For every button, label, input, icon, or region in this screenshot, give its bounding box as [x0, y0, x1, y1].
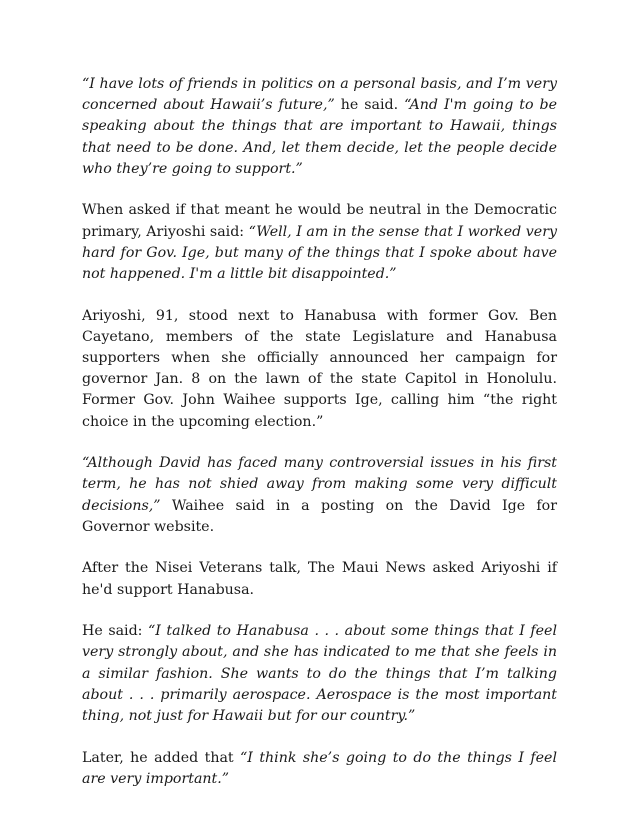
body-text: Later, he added that	[82, 749, 241, 766]
body-text: After the Nisei Veterans talk, The Maui News asked Ariyoshi if he'd support Hanabusa.	[82, 560, 557, 598]
paragraph-2	[82, 200, 557, 285]
paragraph-5	[82, 558, 557, 600]
quote-text: “Well, I am in the sense that I worked very hard for Gov. Ige, but many of the things that I spoke about have not happened. I'm a little bit disappointed.”	[82, 223, 557, 283]
document-page	[82, 74, 557, 790]
paragraph-6	[82, 621, 557, 727]
quote-text: “Although David has faced many controversial issues in his first term, he has not shied away from making some very difficult decisions,”	[82, 455, 557, 514]
body-text: He said:	[82, 623, 148, 640]
body-text: Waihee said in a posting on the David Ige for Governor website.	[82, 497, 557, 535]
quote-text: “And I'm going to be speaking about the things that are important to Hawaii, things that need to be done. And, let them decide, let the people decide who they’re going to support.”	[82, 97, 557, 177]
paragraph-3	[82, 306, 557, 433]
quote-text: “I have lots of friends in politics on a personal basis, and I’m very concerned about Hawaii’s future,”	[82, 76, 557, 114]
paragraph-1	[82, 74, 557, 180]
quote-text: “I talked to Hanabusa . . . about some things that I feel very strongly about, and she has indicated to me that she feels in a similar fashion. She wants to do the things that I’m talking about . . . primarily aerospace. Aerospace is the most important thing, not just for Hawaii but for our country.”	[82, 623, 557, 725]
quote-text: “I think she’s going to do the things I feel are very important.”	[82, 749, 557, 787]
paragraph-7	[82, 748, 557, 790]
body-text: Ariyoshi, 91, stood next to Hanabusa with former Gov. Ben Cayetano, members of the state Legislature and Hanabusa supporters when she officially announced her campaign for governor Jan. 8 on the lawn of the state Capitol in Honolulu. Former Gov. John Waihee supports Ige, calling him “the right choice in the upcoming election.”	[82, 307, 557, 430]
body-text: he said.	[334, 97, 405, 114]
paragraph-4	[82, 453, 557, 538]
body-text: When asked if that meant he would be neutral in the Democratic primary, Ariyoshi said:	[82, 202, 557, 240]
